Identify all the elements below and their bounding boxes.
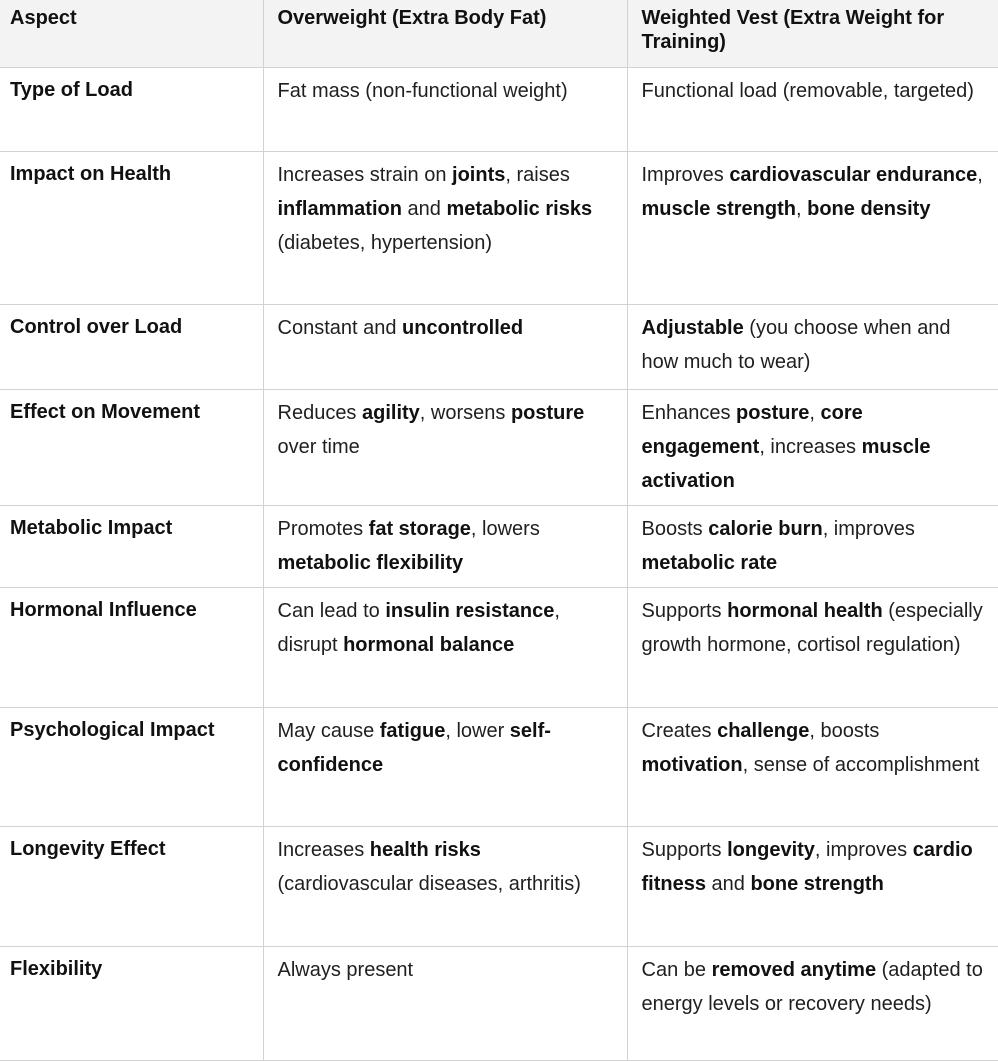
cell-text: ,	[795, 197, 808, 220]
emphasis-text: bone density	[807, 197, 931, 220]
header-overweight: Overweight (Extra Body Fat)	[263, 0, 627, 67]
weighted-vest-cell	[627, 389, 998, 505]
cell-text: Increases strain on	[277, 163, 453, 186]
table-header	[0, 0, 998, 67]
aspect-cell: Control over Load	[0, 304, 263, 389]
cell-text: ,	[977, 163, 983, 186]
emphasis-text: bone strength	[750, 872, 884, 895]
cell-text: (especially growth hormone, cortisol regulation)	[641, 599, 983, 656]
cell-text: and	[401, 197, 447, 220]
table-row	[0, 826, 998, 946]
emphasis-text: challenge	[717, 719, 810, 742]
table-row	[0, 587, 998, 707]
overweight-cell	[263, 505, 627, 587]
emphasis-text: removed anytime	[711, 958, 877, 981]
table-row	[0, 707, 998, 826]
aspect-cell: Longevity Effect	[0, 826, 263, 946]
cell-text: Can lead to	[277, 599, 386, 622]
emphasis-text: self-confidence	[277, 719, 551, 776]
cell-text: Always present	[277, 958, 414, 981]
emphasis-text: calorie burn	[708, 517, 823, 540]
cell-text: , lowers	[470, 517, 540, 540]
cell-text: , worsens	[419, 401, 511, 424]
aspect-cell: Type of Load	[0, 67, 263, 151]
cell-text: (cardiovascular diseases, arthritis)	[277, 872, 581, 895]
cell-text: Boosts	[641, 517, 709, 540]
weighted-vest-cell	[627, 505, 998, 587]
cell-text: Creates	[641, 719, 718, 742]
overweight-cell	[263, 389, 627, 505]
cell-text: , disrupt	[277, 599, 560, 656]
cell-text: , boosts	[809, 719, 880, 742]
cell-text: Fat mass (non-functional weight)	[277, 79, 568, 102]
emphasis-text: muscle activation	[641, 435, 931, 492]
cell-text: , increases	[759, 435, 862, 458]
overweight-cell	[263, 67, 627, 151]
emphasis-text: posture	[510, 401, 585, 424]
table-body	[0, 67, 998, 1060]
emphasis-text: insulin resistance	[385, 599, 555, 622]
weighted-vest-cell	[627, 707, 998, 826]
overweight-cell	[263, 304, 627, 389]
weighted-vest-cell	[627, 151, 998, 304]
emphasis-text: hormonal balance	[343, 633, 515, 656]
header-row	[0, 0, 998, 67]
cell-text: ,	[809, 401, 821, 424]
aspect-cell: Hormonal Influence	[0, 587, 263, 707]
overweight-cell	[263, 587, 627, 707]
emphasis-text: core engagement	[641, 401, 863, 458]
emphasis-text: cardio fitness	[641, 838, 973, 895]
cell-text: , raises	[505, 163, 570, 186]
aspect-cell: Flexibility	[0, 946, 263, 1060]
aspect-cell: Psychological Impact	[0, 707, 263, 826]
weighted-vest-cell	[627, 587, 998, 707]
weighted-vest-cell	[627, 67, 998, 151]
cell-text: Enhances	[641, 401, 737, 424]
cell-text: Constant and	[277, 316, 403, 339]
emphasis-text: inflammation	[277, 197, 402, 220]
weighted-vest-cell	[627, 304, 998, 389]
emphasis-text: agility	[362, 401, 420, 424]
emphasis-text: hormonal health	[727, 599, 883, 622]
emphasis-text: uncontrolled	[402, 316, 524, 339]
table-row	[0, 151, 998, 304]
emphasis-text: metabolic flexibility	[277, 551, 464, 574]
cell-text: Increases	[277, 838, 370, 861]
emphasis-text: metabolic rate	[641, 551, 778, 574]
overweight-cell	[263, 707, 627, 826]
cell-text: , improves	[814, 838, 913, 861]
cell-text: Can be	[641, 958, 712, 981]
cell-text: Promotes	[277, 517, 369, 540]
weighted-vest-cell	[627, 946, 998, 1060]
aspect-cell: Metabolic Impact	[0, 505, 263, 587]
cell-text: , sense of accomplishment	[742, 753, 980, 776]
emphasis-text: Adjustable	[641, 316, 744, 339]
overweight-cell	[263, 946, 627, 1060]
aspect-cell: Effect on Movement	[0, 389, 263, 505]
emphasis-text: metabolic risks	[446, 197, 593, 220]
emphasis-text: cardiovascular endurance	[729, 163, 978, 186]
cell-text: Functional load (removable, targeted)	[641, 79, 974, 102]
overweight-cell	[263, 826, 627, 946]
aspect-cell: Impact on Health	[0, 151, 263, 304]
table-row	[0, 389, 998, 505]
emphasis-text: fatigue	[379, 719, 446, 742]
cell-text: Reduces	[277, 401, 362, 424]
header-aspect: Aspect	[0, 0, 263, 67]
weighted-vest-cell	[627, 826, 998, 946]
cell-text: Supports	[641, 599, 728, 622]
table-row	[0, 304, 998, 389]
cell-text: over time	[277, 435, 360, 458]
table-row	[0, 946, 998, 1060]
emphasis-text: posture	[736, 401, 810, 424]
cell-text: (adapted to energy levels or recovery needs)	[641, 958, 983, 1015]
emphasis-text: longevity	[727, 838, 815, 861]
cell-text: , lower	[445, 719, 510, 742]
emphasis-text: health risks	[369, 838, 481, 861]
table-row	[0, 67, 998, 151]
overweight-cell	[263, 151, 627, 304]
table-row	[0, 505, 998, 587]
cell-text: Supports	[641, 838, 728, 861]
emphasis-text: motivation	[641, 753, 743, 776]
cell-text: and	[705, 872, 751, 895]
emphasis-text: muscle strength	[641, 197, 796, 220]
cell-text: (diabetes, hypertension)	[277, 231, 493, 254]
cell-text: , improves	[822, 517, 915, 540]
header-weighted-vest: Weighted Vest (Extra Weight for Training)	[627, 0, 998, 67]
cell-text: Improves	[641, 163, 730, 186]
emphasis-text: joints	[452, 163, 506, 186]
cell-text: May cause	[277, 719, 380, 742]
cell-text: (you choose when and how much to wear)	[641, 316, 951, 373]
emphasis-text: fat storage	[368, 517, 471, 540]
